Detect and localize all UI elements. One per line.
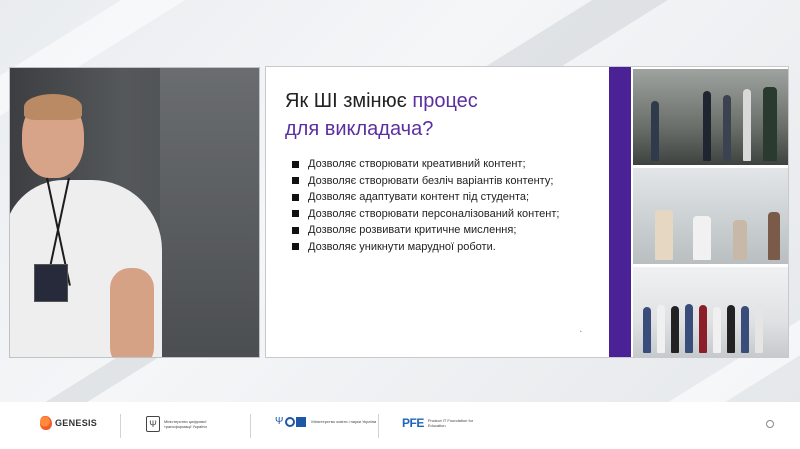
slide-photo-group (633, 267, 788, 357)
slide-bullet-list (292, 157, 592, 256)
mon-mark-icon: Ψ (275, 416, 306, 427)
speaker-arm (110, 268, 154, 358)
bullet-square-icon (292, 227, 299, 234)
slide-title (285, 87, 585, 143)
ministry-digital-label: Міністерство цифрової трансформації України (164, 419, 207, 429)
bullet-text: Дозволяє адаптувати контент під студента; (308, 191, 530, 203)
bullet-square-icon (292, 177, 299, 184)
sponsor-footer (0, 402, 800, 449)
bullet-square-icon (292, 210, 299, 217)
slide-photo-students (633, 168, 788, 264)
pfe-mark: PFE (402, 416, 424, 430)
footer-divider (120, 414, 121, 438)
bullet-text: Дозволяє створювати безліч варіантів контенту; (308, 174, 554, 187)
genesis-logo (40, 416, 97, 430)
bullet-text: Дозволяє створювати креативний контент; (308, 158, 526, 170)
trident-icon: Ψ (146, 416, 160, 432)
bullet-item (292, 190, 592, 205)
footer-divider (250, 414, 251, 438)
bullet-square-icon (292, 243, 299, 250)
speaker-badge (34, 264, 68, 302)
slide-corner-logo-icon: ◔ (578, 329, 583, 336)
genesis-label: GENESIS (55, 418, 98, 428)
bullet-square-icon (292, 161, 299, 168)
slide-title-accent: процес (412, 90, 478, 112)
bullet-item (292, 240, 592, 255)
speaker-hair (24, 94, 82, 120)
ministry-education-logo (275, 416, 381, 427)
footer-divider (378, 414, 379, 438)
bullet-text: Дозволяє уникнути марудної роботи. (308, 240, 496, 253)
slide-photo-lab (633, 69, 788, 165)
speaker-camera-feed (9, 67, 260, 358)
pfe-label: Product IT Foundation for Education (427, 418, 474, 428)
bullet-text: Дозволяє розвивати критичне мислення; (308, 224, 517, 236)
slide-title-plain: Як ШІ змінює (285, 90, 413, 112)
bullet-item (292, 207, 592, 222)
camera-background-wall (160, 68, 260, 358)
bullet-text: Дозволяє створювати персоналізований контент; (308, 207, 560, 220)
slide-accent-bar (609, 67, 631, 358)
presentation-slide (265, 66, 789, 358)
corner-logo (766, 420, 776, 428)
ministry-education-label: Міністерство освіти і науки України (311, 419, 377, 424)
pfe-logo (402, 416, 488, 430)
bullet-item (292, 157, 592, 172)
genesis-mark-icon (40, 416, 52, 430)
bullet-square-icon (292, 194, 299, 201)
bullet-item (292, 174, 592, 189)
corner-logo-icon (766, 420, 774, 428)
ministry-digital-logo (146, 416, 234, 432)
bullet-item (292, 223, 592, 238)
slide-title-accent-line2: для викладача? (285, 118, 434, 140)
